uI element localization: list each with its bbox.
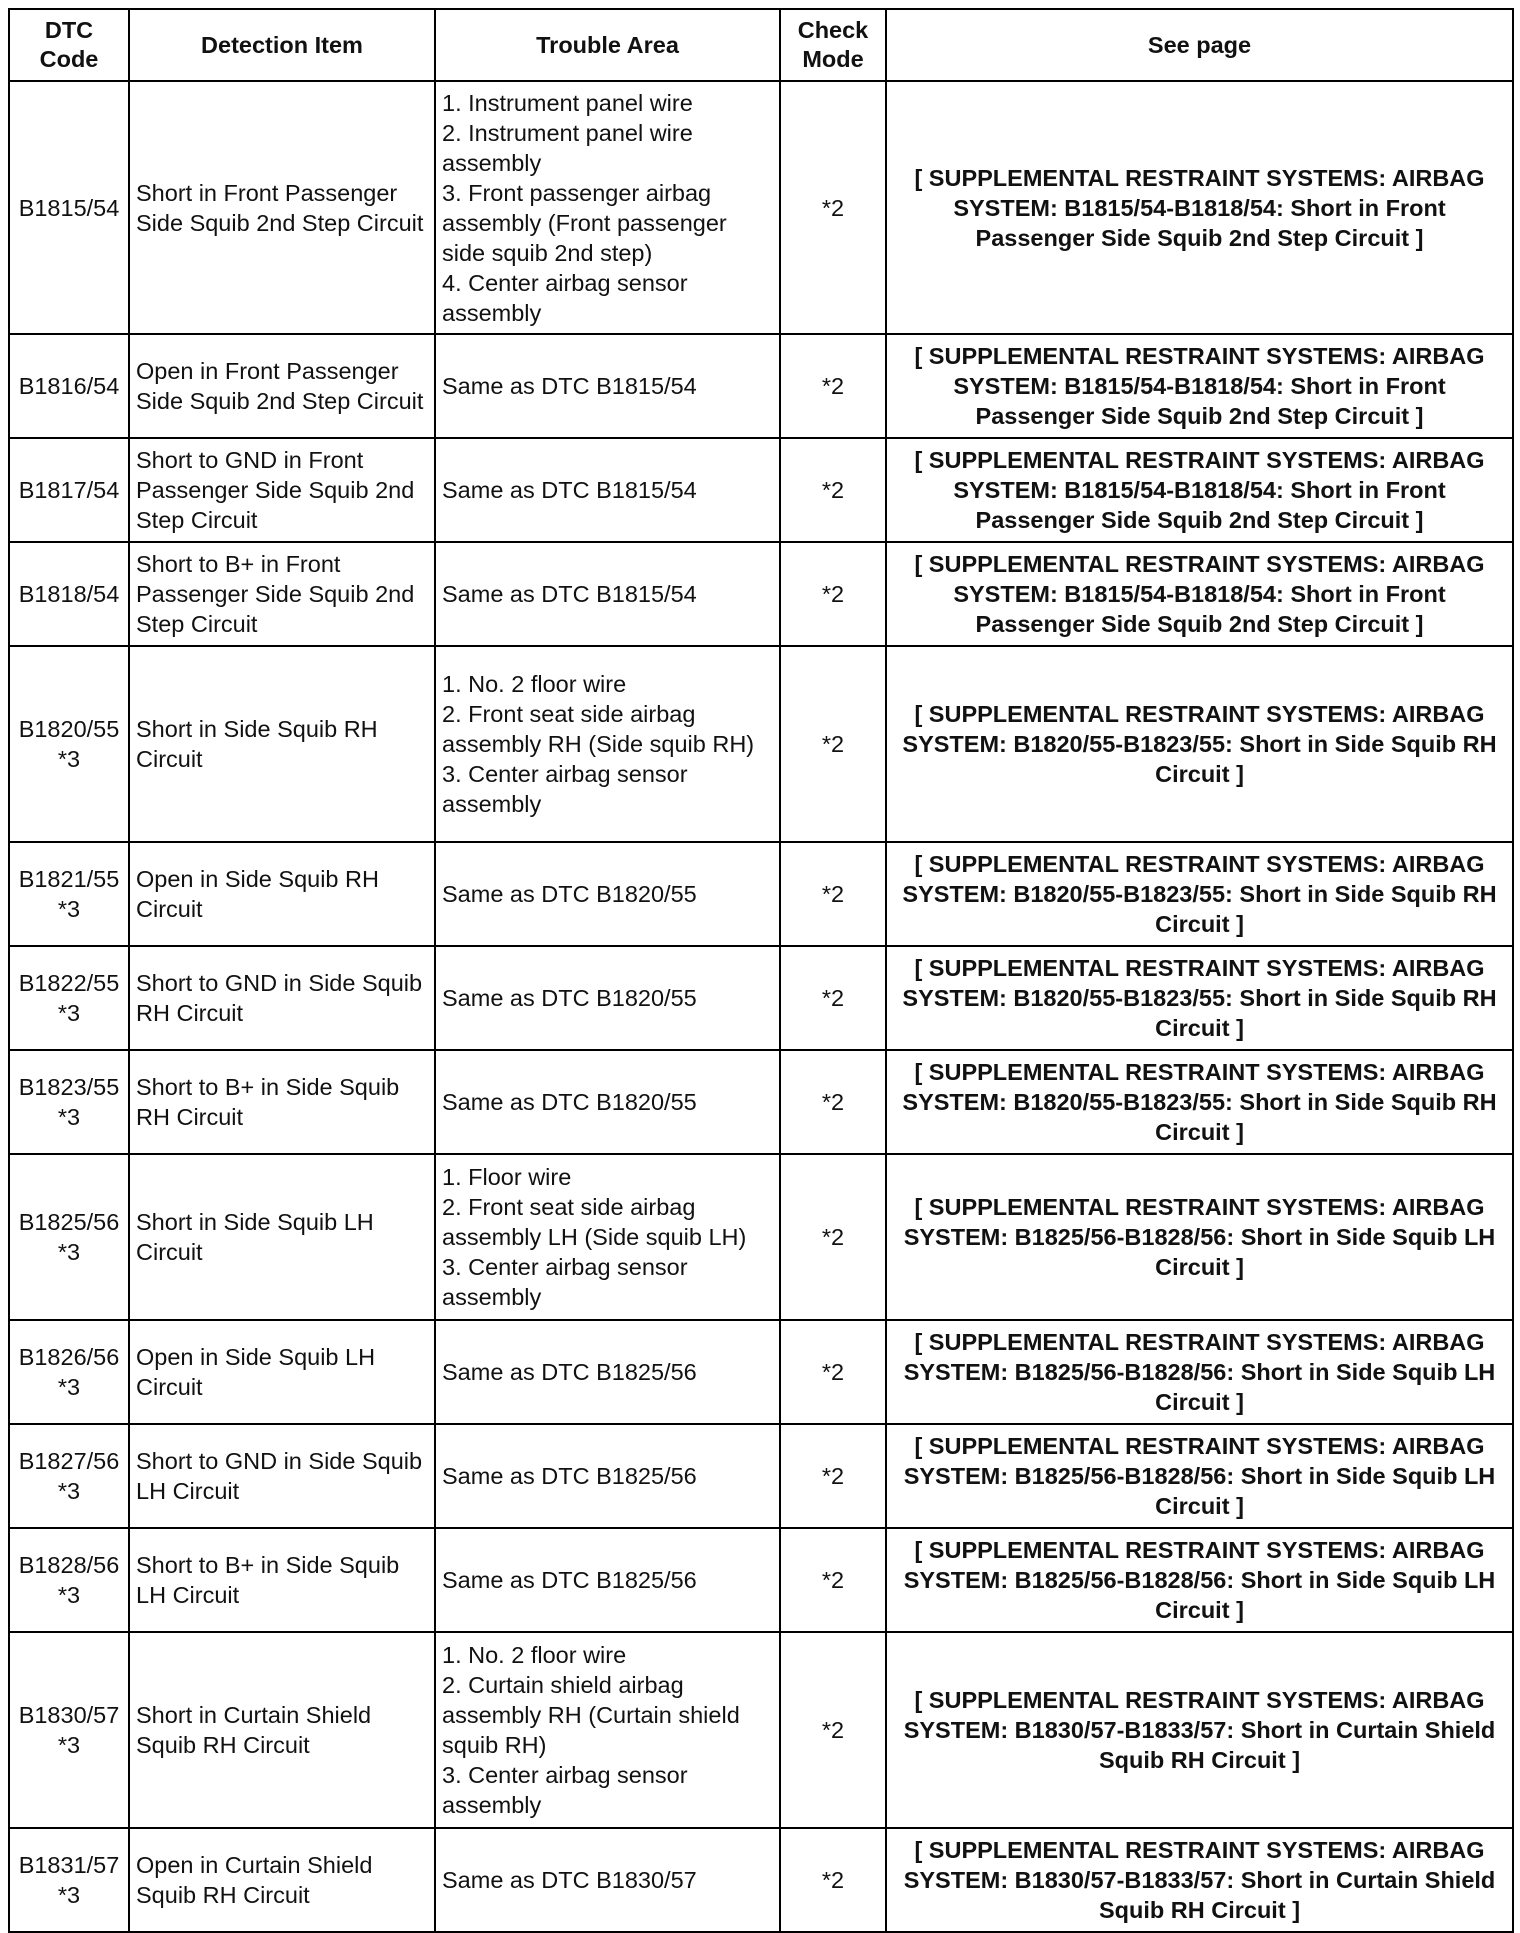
- trouble-area-cell: [435, 842, 780, 946]
- trouble-area-line: Same as DTC B1820/55: [442, 881, 697, 907]
- header-dtc-code: DTC Code: [9, 9, 129, 81]
- dtc-code-line: B1830/57: [18, 1702, 120, 1728]
- table-row: [9, 1528, 1513, 1632]
- detection-item-cell: Open in Curtain Shield Squib RH Circuit: [129, 1828, 435, 1932]
- check-mode-cell: *2: [780, 1424, 886, 1528]
- dtc-code-line: B1821/55: [18, 866, 120, 892]
- dtc-code-line: *3: [57, 1478, 81, 1504]
- check-mode-cell: *2: [780, 1828, 886, 1932]
- see-page-link[interactable]: [ SUPPLEMENTAL RESTRAINT SYSTEMS: AIRBAG SYSTEM: B1815/54-B1818/54: Short in Front Passenger Side Squib 2nd Step Circuit ]: [886, 438, 1513, 542]
- dtc-code-line: B1828/56: [18, 1552, 120, 1578]
- trouble-area-cell: [435, 1424, 780, 1528]
- trouble-area-cell: [435, 334, 780, 438]
- dtc-code-line: B1822/55: [18, 970, 120, 996]
- trouble-area-line: Same as DTC B1815/54: [442, 581, 697, 607]
- dtc-code-cell: [9, 1828, 129, 1932]
- check-mode-cell: *2: [780, 1320, 886, 1424]
- see-page-link[interactable]: [ SUPPLEMENTAL RESTRAINT SYSTEMS: AIRBAG SYSTEM: B1820/55-B1823/55: Short in Side Squib RH Circuit ]: [886, 1050, 1513, 1154]
- detection-item-cell: Open in Side Squib RH Circuit: [129, 842, 435, 946]
- check-mode-cell: *2: [780, 334, 886, 438]
- detection-item-cell: Open in Front Passenger Side Squib 2nd Step Circuit: [129, 334, 435, 438]
- dtc-code-line: *3: [57, 1582, 81, 1608]
- detection-item-cell: Short in Front Passenger Side Squib 2nd Step Circuit: [129, 81, 435, 334]
- dtc-code-cell: [9, 81, 129, 334]
- trouble-area-line: 1. Instrument panel wire: [442, 89, 693, 116]
- see-page-link[interactable]: [ SUPPLEMENTAL RESTRAINT SYSTEMS: AIRBAG SYSTEM: B1830/57-B1833/57: Short in Curtain Shield Squib RH Circuit ]: [886, 1828, 1513, 1932]
- dtc-code-cell: [9, 1632, 129, 1828]
- trouble-area-line: Same as DTC B1815/54: [442, 373, 697, 399]
- see-page-link[interactable]: [ SUPPLEMENTAL RESTRAINT SYSTEMS: AIRBAG SYSTEM: B1825/56-B1828/56: Short in Side Squib LH Circuit ]: [886, 1528, 1513, 1632]
- table-row: [9, 842, 1513, 946]
- table-row: [9, 1050, 1513, 1154]
- header-see-page: See page: [886, 9, 1513, 81]
- see-page-link[interactable]: [ SUPPLEMENTAL RESTRAINT SYSTEMS: AIRBAG SYSTEM: B1825/56-B1828/56: Short in Side Squib LH Circuit ]: [886, 1154, 1513, 1320]
- dtc-code-line: *3: [57, 1732, 81, 1758]
- dtc-code-cell: [9, 1050, 129, 1154]
- dtc-code-line: B1816/54: [18, 373, 120, 399]
- trouble-area-line: 3. Center airbag sensor assembly: [442, 1254, 688, 1310]
- check-mode-cell: *2: [780, 842, 886, 946]
- trouble-area-line: 1. Floor wire: [442, 1164, 572, 1190]
- table-row: [9, 646, 1513, 842]
- trouble-area-line: 2. Instrument panel wire assembly: [442, 119, 693, 176]
- trouble-area-cell: [435, 1828, 780, 1932]
- detection-item-cell: Short to B+ in Side Squib LH Circuit: [129, 1528, 435, 1632]
- table-body: [9, 81, 1513, 1932]
- dtc-code-line: *3: [57, 1239, 81, 1265]
- table-row: [9, 1154, 1513, 1320]
- trouble-area-cell: [435, 81, 780, 334]
- dtc-code-line: *3: [57, 746, 81, 772]
- dtc-code-line: *3: [57, 1104, 81, 1130]
- header-check-mode: Check Mode: [780, 9, 886, 81]
- trouble-area-line: Same as DTC B1820/55: [442, 985, 697, 1011]
- trouble-area-cell: [435, 542, 780, 646]
- dtc-code-cell: [9, 1154, 129, 1320]
- table-row: [9, 438, 1513, 542]
- header-detection-item: Detection Item: [129, 9, 435, 81]
- dtc-code-line: *3: [57, 1374, 81, 1400]
- trouble-area-cell: [435, 646, 780, 842]
- see-page-link[interactable]: [ SUPPLEMENTAL RESTRAINT SYSTEMS: AIRBAG SYSTEM: B1815/54-B1818/54: Short in Front Passenger Side Squib 2nd Step Circuit ]: [886, 81, 1513, 334]
- table-row: [9, 1632, 1513, 1828]
- see-page-link[interactable]: [ SUPPLEMENTAL RESTRAINT SYSTEMS: AIRBAG SYSTEM: B1825/56-B1828/56: Short in Side Squib LH Circuit ]: [886, 1424, 1513, 1528]
- check-mode-cell: *2: [780, 1154, 886, 1320]
- dtc-table: [8, 8, 1514, 1933]
- dtc-code-line: *3: [57, 1000, 81, 1026]
- see-page-link[interactable]: [ SUPPLEMENTAL RESTRAINT SYSTEMS: AIRBAG SYSTEM: B1815/54-B1818/54: Short in Front Passenger Side Squib 2nd Step Circuit ]: [886, 542, 1513, 646]
- trouble-area-line: Same as DTC B1815/54: [442, 477, 697, 503]
- dtc-code-line: B1831/57: [18, 1852, 120, 1878]
- table-row: [9, 946, 1513, 1050]
- table-row: [9, 81, 1513, 334]
- dtc-code-cell: [9, 1320, 129, 1424]
- table-row: [9, 334, 1513, 438]
- trouble-area-cell: [435, 1050, 780, 1154]
- trouble-area-cell: [435, 1154, 780, 1320]
- detection-item-cell: Short in Side Squib RH Circuit: [129, 646, 435, 842]
- trouble-area-line: 3. Front passenger airbag assembly (Front passenger side squib 2nd step): [442, 179, 727, 266]
- trouble-area-cell: [435, 1632, 780, 1828]
- trouble-area-line: Same as DTC B1825/56: [442, 1463, 697, 1489]
- check-mode-cell: *2: [780, 1050, 886, 1154]
- dtc-code-cell: [9, 1424, 129, 1528]
- dtc-code-line: B1827/56: [18, 1448, 120, 1474]
- check-mode-cell: *2: [780, 81, 886, 334]
- check-mode-cell: *2: [780, 1632, 886, 1828]
- trouble-area-cell: [435, 946, 780, 1050]
- trouble-area-line: 2. Front seat side airbag assembly LH (Side squib LH): [442, 1194, 747, 1250]
- trouble-area-line: Same as DTC B1825/56: [442, 1567, 697, 1593]
- table-row: [9, 1828, 1513, 1932]
- detection-item-cell: Short to GND in Side Squib LH Circuit: [129, 1424, 435, 1528]
- dtc-code-cell: [9, 438, 129, 542]
- dtc-code-cell: [9, 334, 129, 438]
- trouble-area-line: 1. No. 2 floor wire: [442, 1642, 627, 1668]
- trouble-area-line: Same as DTC B1825/56: [442, 1359, 697, 1385]
- dtc-code-cell: [9, 646, 129, 842]
- trouble-area-line: 3. Center airbag sensor assembly: [442, 1762, 688, 1818]
- dtc-code-line: B1823/55: [18, 1074, 120, 1100]
- see-page-link[interactable]: [ SUPPLEMENTAL RESTRAINT SYSTEMS: AIRBAG SYSTEM: B1825/56-B1828/56: Short in Side Squib LH Circuit ]: [886, 1320, 1513, 1424]
- header-row: [9, 9, 1513, 81]
- table-row: [9, 1320, 1513, 1424]
- detection-item-cell: Short to GND in Side Squib RH Circuit: [129, 946, 435, 1050]
- dtc-code-line: *3: [57, 1882, 81, 1908]
- trouble-area-cell: [435, 438, 780, 542]
- dtc-code-line: B1820/55: [18, 716, 120, 742]
- dtc-code-cell: [9, 842, 129, 946]
- check-mode-cell: *2: [780, 438, 886, 542]
- table-row: [9, 1424, 1513, 1528]
- see-page-link[interactable]: [ SUPPLEMENTAL RESTRAINT SYSTEMS: AIRBAG SYSTEM: B1820/55-B1823/55: Short in Side Squib RH Circuit ]: [886, 646, 1513, 842]
- dtc-code-line: B1815/54: [18, 194, 120, 221]
- dtc-code-line: *3: [57, 896, 81, 922]
- detection-item-cell: Short to B+ in Front Passenger Side Squib 2nd Step Circuit: [129, 542, 435, 646]
- trouble-area-cell: [435, 1320, 780, 1424]
- table-row: [9, 542, 1513, 646]
- trouble-area-line: 3. Center airbag sensor assembly: [442, 761, 688, 817]
- trouble-area-line: 2. Curtain shield airbag assembly RH (Curtain shield squib RH): [442, 1672, 740, 1758]
- trouble-area-line: 2. Front seat side airbag assembly RH (Side squib RH): [442, 701, 755, 757]
- dtc-code-line: B1817/54: [18, 477, 120, 503]
- check-mode-cell: *2: [780, 946, 886, 1050]
- trouble-area-line: Same as DTC B1820/55: [442, 1089, 697, 1115]
- trouble-area-cell: [435, 1528, 780, 1632]
- dtc-code-cell: [9, 946, 129, 1050]
- dtc-code-line: B1826/56: [18, 1344, 120, 1370]
- detection-item-cell: Short to B+ in Side Squib RH Circuit: [129, 1050, 435, 1154]
- detection-item-cell: Short in Curtain Shield Squib RH Circuit: [129, 1632, 435, 1828]
- header-trouble-area: Trouble Area: [435, 9, 780, 81]
- trouble-area-line: 1. No. 2 floor wire: [442, 671, 627, 697]
- trouble-area-line: Same as DTC B1830/57: [442, 1867, 697, 1893]
- see-page-link[interactable]: [ SUPPLEMENTAL RESTRAINT SYSTEMS: AIRBAG SYSTEM: B1815/54-B1818/54: Short in Front Passenger Side Squib 2nd Step Circuit ]: [886, 334, 1513, 438]
- trouble-area-line: 4. Center airbag sensor assembly: [442, 269, 688, 326]
- check-mode-cell: *2: [780, 1528, 886, 1632]
- detection-item-cell: Open in Side Squib LH Circuit: [129, 1320, 435, 1424]
- see-page-link[interactable]: [ SUPPLEMENTAL RESTRAINT SYSTEMS: AIRBAG SYSTEM: B1820/55-B1823/55: Short in Side Squib RH Circuit ]: [886, 842, 1513, 946]
- dtc-code-line: B1825/56: [18, 1209, 120, 1235]
- detection-item-cell: Short to GND in Front Passenger Side Squib 2nd Step Circuit: [129, 438, 435, 542]
- detection-item-cell: Short in Side Squib LH Circuit: [129, 1154, 435, 1320]
- dtc-code-line: B1818/54: [18, 581, 120, 607]
- dtc-code-cell: [9, 542, 129, 646]
- see-page-link[interactable]: [ SUPPLEMENTAL RESTRAINT SYSTEMS: AIRBAG SYSTEM: B1820/55-B1823/55: Short in Side Squib RH Circuit ]: [886, 946, 1513, 1050]
- check-mode-cell: *2: [780, 542, 886, 646]
- dtc-code-cell: [9, 1528, 129, 1632]
- check-mode-cell: *2: [780, 646, 886, 842]
- see-page-link[interactable]: [ SUPPLEMENTAL RESTRAINT SYSTEMS: AIRBAG SYSTEM: B1830/57-B1833/57: Short in Curtain Shield Squib RH Circuit ]: [886, 1632, 1513, 1828]
